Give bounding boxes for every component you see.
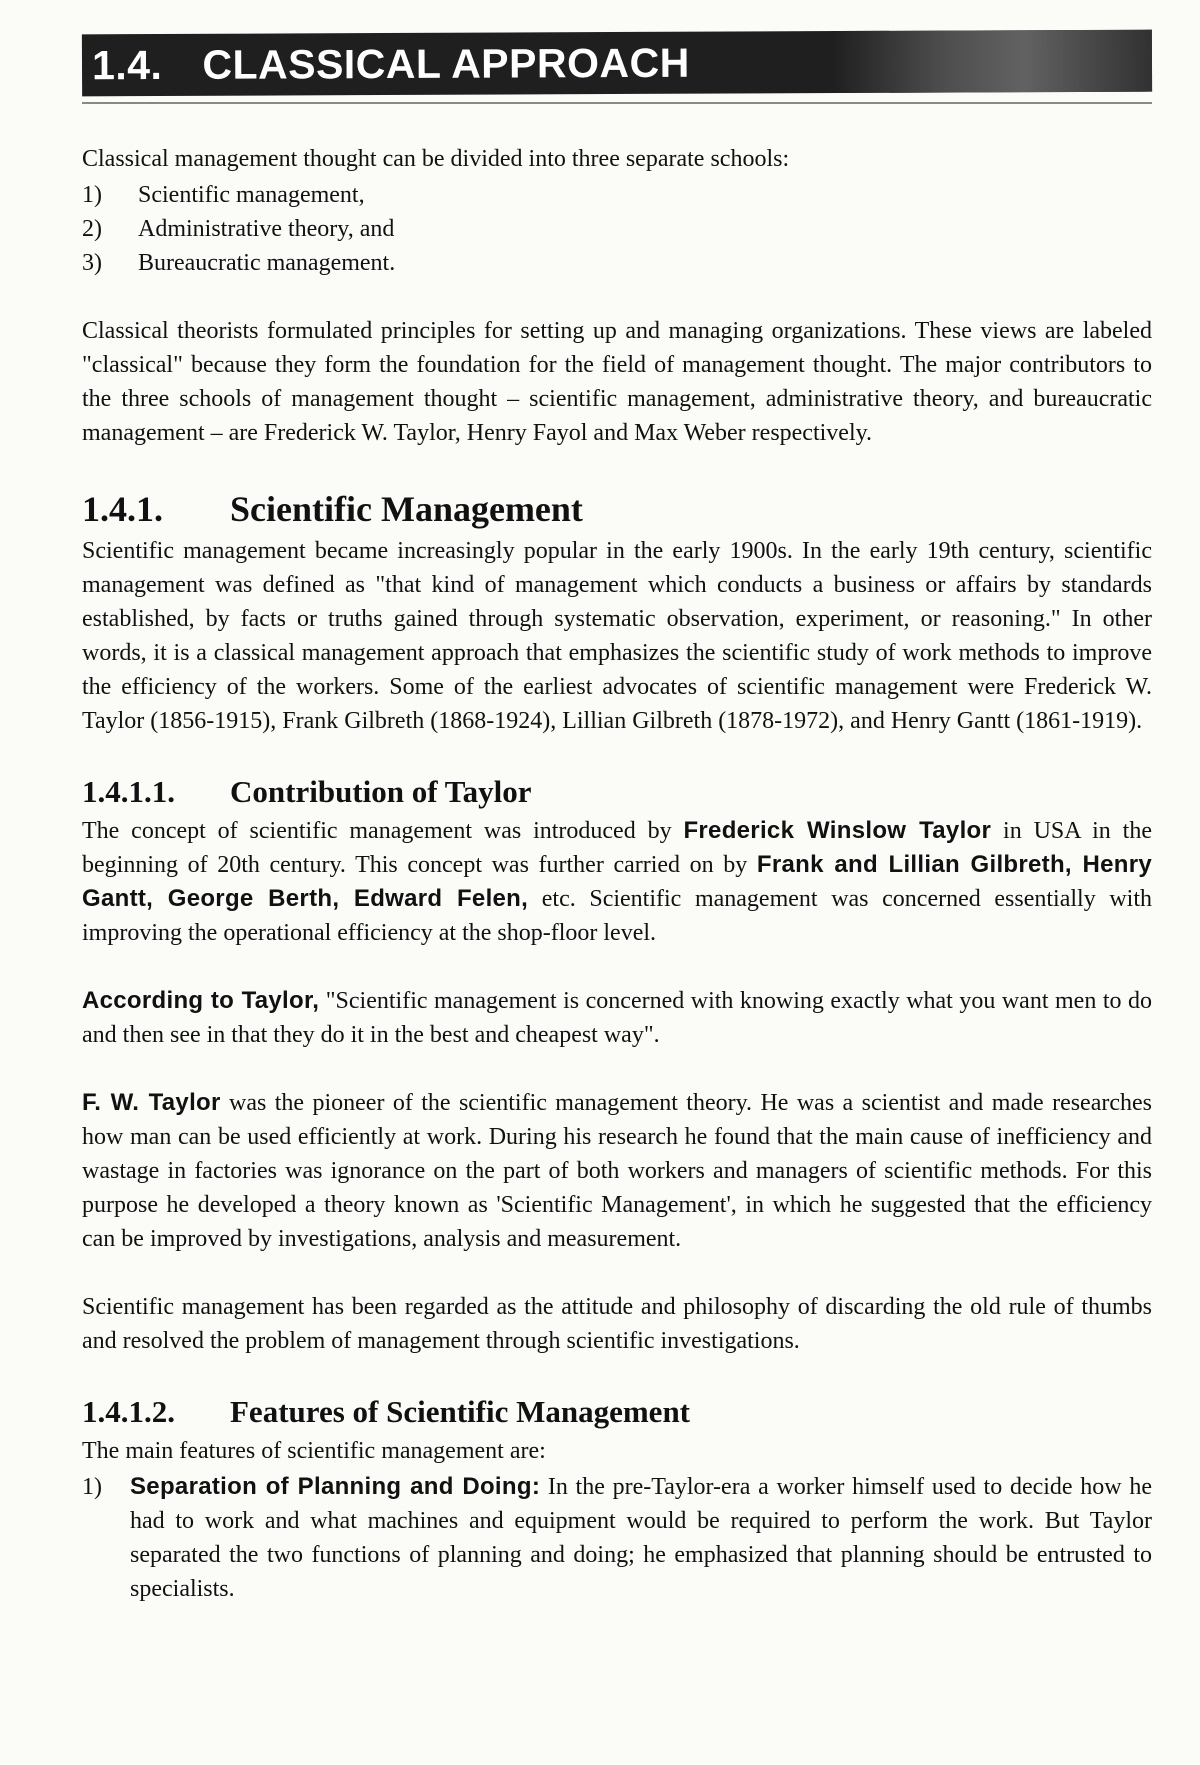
emphasis-name: Frederick Winslow Taylor xyxy=(683,817,992,844)
text-run: was the pioneer of the scientific management theory. He was a scientist and made researches how man can be used efficiently at work. During his research he found that the main cause of inefficiency and wastage in factories was ignorance on the part of both workers and managers of scientific methods. For this purpose he developed a theory known as 'Scientific Management', in which he suggested that the efficiency can be improved by investigations, analysis and measurement. xyxy=(82,1090,1153,1252)
subsubsection-number: 1.4.1.1. xyxy=(82,774,175,809)
subsection-heading xyxy=(82,488,1152,530)
list-item xyxy=(82,246,1152,280)
feature-list-item xyxy=(82,1470,1152,1606)
subsection-title: Scientific Management xyxy=(230,489,583,529)
feature-text xyxy=(130,1470,1152,1606)
intro-paragraph: Classical theorists formulated principles for setting up and managing organizations. These views are labeled "classical" because they form the foundation for the field of management thought. The major contributors to the three schools of management thought – scientific management, administrative theory, and bureaucratic management – are Frederick W. Taylor, Henry Fayol and Max Weber respectively. xyxy=(82,318,1152,446)
emphasis-names: Frank and Lillian Gilbreth, Henry Gantt, George Berth, Edward Felen, xyxy=(82,851,1152,912)
subsection-number: 1.4.1. xyxy=(82,489,163,529)
subsubsection-number: 1.4.1.2. xyxy=(82,1394,175,1429)
feature-label: Separation of Planning and Doing: xyxy=(130,1473,541,1500)
taylor-paragraph-3 xyxy=(82,1086,1152,1256)
taylor-paragraph-4: Scientific management has been regarded as the attitude and philosophy of discarding the old rule of thumbs and resolved the problem of management through scientific investigations. xyxy=(82,1294,1152,1354)
features-lead: The main features of scientific management are: xyxy=(82,1438,546,1464)
feature-number: 1) xyxy=(82,1474,102,1500)
list-item-number: 1) xyxy=(82,182,102,208)
list-item-text: Scientific management, xyxy=(138,182,365,208)
list-item-text: Administrative theory, and xyxy=(138,216,395,242)
section-title: CLASSICAL APPROACH xyxy=(202,39,690,88)
banner-rule xyxy=(82,102,1152,104)
section-number: 1.4. xyxy=(91,41,163,88)
list-item xyxy=(82,212,1152,246)
list-item-number: 3) xyxy=(82,250,102,276)
emphasis-lead: According to Taylor, xyxy=(82,987,320,1014)
subsubsection-heading xyxy=(82,774,1152,810)
feature-description: In the pre-Taylor-era a worker himself used to decide how he had to work and what machines and equipment would be required to perform the work. But Taylor separated the two functions of planning and doing; he emphasized that planning should be entrusted to specialists. xyxy=(130,1474,1152,1602)
text-run: The concept of scientific management was introduced by xyxy=(82,818,684,844)
taylor-paragraph-1 xyxy=(82,814,1152,950)
text-run: in USA in the beginning of 20th century. This concept was further carried on by xyxy=(82,818,1152,878)
scientific-management-paragraph: Scientific management became increasingly popular in the early 1900s. In the early 19th century, scientific management was defined as "that kind of management which conducts a business or affairs by standards established, by facts or truths gained through systematic observation, experiment, or reasoning." In other words, it is a classical management approach that emphasizes the scientific study of work methods to improve the efficiency of the workers. Some of the earliest advocates of scientific management were Frederick W. Taylor (1856-1915), Frank Gilbreth (1868-1924), Lillian Gilbreth (1878-1972), and Henry Gantt (1861-1919). xyxy=(82,538,1152,734)
quote-text: "Scientific management is concerned with knowing exactly what you want men to do and then see in that they do it in the best and cheapest way". xyxy=(82,988,1152,1048)
schools-list xyxy=(82,178,1152,280)
subsubsection-title: Features of Scientific Management xyxy=(230,1394,691,1429)
taylor-paragraph-2 xyxy=(82,984,1152,1052)
intro-lead: Classical management thought can be divided into three separate schools: xyxy=(82,146,790,172)
emphasis-name: F. W. Taylor xyxy=(82,1089,221,1116)
subsubsection-title: Contribution of Taylor xyxy=(230,774,532,809)
subsubsection-heading xyxy=(82,1394,1152,1430)
list-item-text: Bureaucratic management. xyxy=(138,250,396,276)
list-item-number: 2) xyxy=(82,216,102,242)
section-banner xyxy=(82,30,1152,97)
text-run: etc. Scientific management was concerned essentially with improving the operational efficiency at the shop-floor level. xyxy=(82,886,1152,946)
list-item xyxy=(82,178,1152,212)
